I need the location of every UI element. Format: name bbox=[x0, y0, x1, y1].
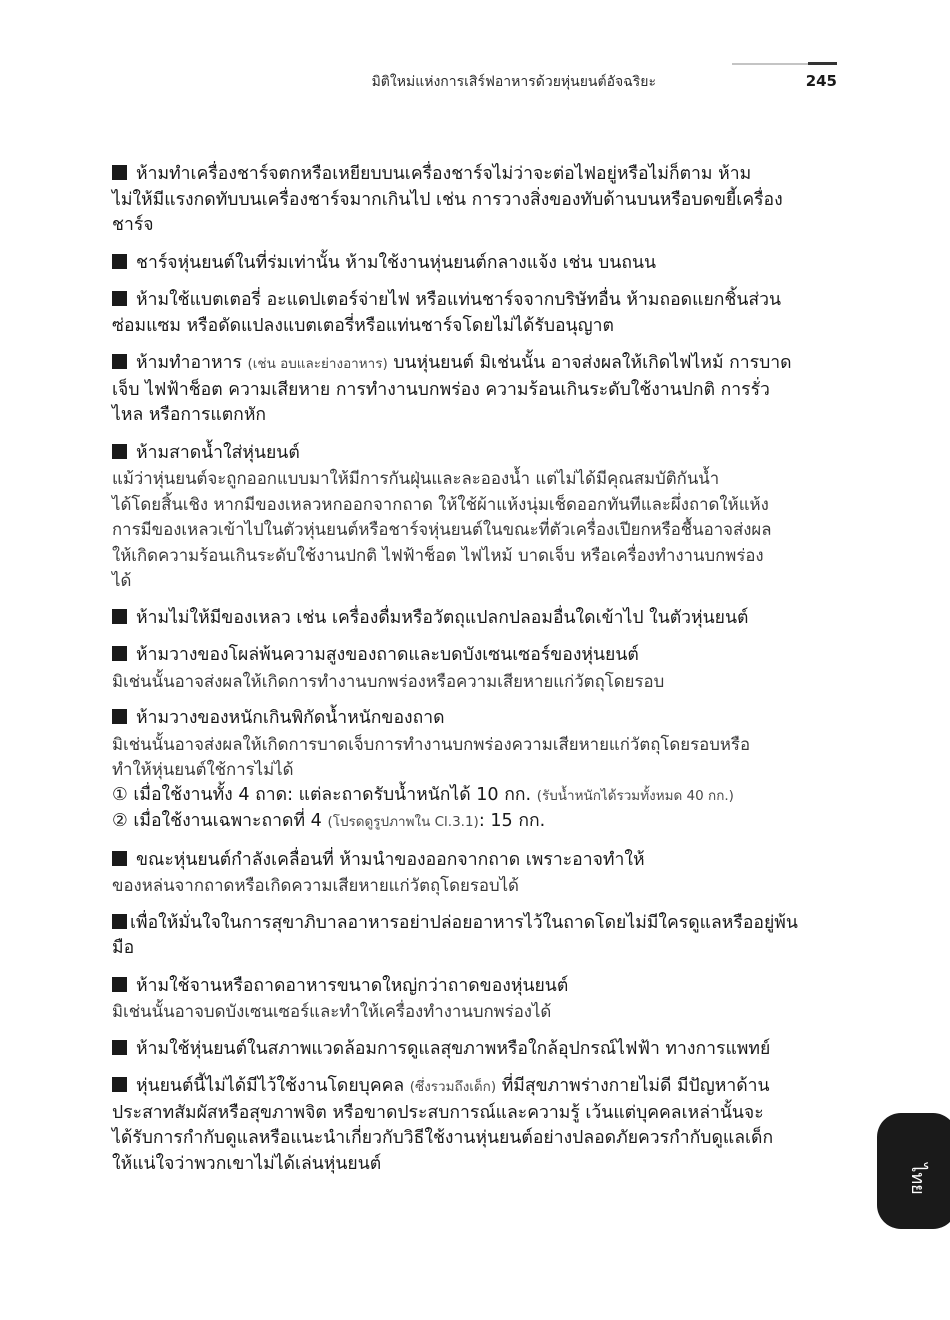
bullet-square-icon bbox=[112, 254, 127, 269]
warning-text: เจ็บ ไฟฟ้าช็อต ความเสียหาย การทำงานบกพร่อง ความร้อนเกินระดับใช้งานปกติ การรั่ว bbox=[112, 379, 770, 400]
warning-third-party-battery bbox=[112, 288, 838, 339]
warning-text: ห้ามใช้แบตเตอรี่ อะแดปเตอร์จ่ายไฟ หรือแท่นชาร์จจากบริษัทอื่น ห้ามถอดแยกชิ้นส่วน bbox=[136, 290, 782, 310]
bullet-square-icon bbox=[112, 646, 127, 661]
warning-vulnerable-users bbox=[112, 1074, 838, 1177]
safety-warning-list bbox=[112, 162, 838, 1189]
warning-description: มิเช่นนั้นอาจบดบังเซนเซอร์และทำให้เครื่องทำงานบกพร่องได้ bbox=[112, 1001, 552, 1021]
running-header-title: มิติใหม่แห่งการเสิร์ฟอาหารด้วยหุ่นยนต์อัจฉริยะ bbox=[371, 74, 656, 90]
warning-description: ได้โดยสิ้นเชิง หากมีของเหลวหกออกจากถาด ให้ใช้ผ้าแห้งนุ่มเช็ดออกทันทีและผึ่งถาดให้แห้ง bbox=[112, 493, 769, 514]
warning-text: ไหล หรือการแตกหัก bbox=[112, 405, 267, 425]
warning-tray-weight bbox=[112, 706, 838, 836]
warning-text: ห้ามไม่ให้มีของเหลว เช่น เครื่องดื่มหรือวัตถุแปลกปลอมอื่นใดเข้าไป ในตัวหุ่นยนต์ bbox=[136, 607, 749, 628]
warning-text: ที่มีสุขภาพร่างกายไม่ดี มีปัญหาด้าน bbox=[496, 1076, 770, 1096]
warning-text: ห้ามทำเครื่องชาร์จตกหรือเหยียบบนเครื่องชาร์จไม่ว่าจะต่อไฟอยู่หรือไม่ก็ตาม ห้าม bbox=[136, 164, 752, 184]
bullet-square-icon bbox=[112, 1040, 127, 1055]
bullet-square-icon bbox=[112, 1077, 127, 1092]
weight-limit-text: ② เมื่อใช้งานเฉพาะถาดที่ 4 bbox=[112, 811, 328, 831]
warning-no-liquid-inside bbox=[112, 606, 838, 632]
warning-text: ประสาทสัมผัสหรือสุขภาพจิต หรือขาดประสบการณ์และความรู้ เว้นแต่บุคคลเหล่านั้นจะ bbox=[112, 1102, 764, 1123]
warning-charge-indoors bbox=[112, 251, 838, 277]
weight-limit-note: (รับน้ำหนักได้รวมทั้งหมด 40 กก.) bbox=[536, 787, 734, 804]
weight-limit-note: (โปรดดูรูปภาพใน Cl.3.1) bbox=[327, 814, 479, 830]
warning-text: ซ่อมแซม หรือดัดแปลงแบตเตอรี่หรือแท่นชาร์จโดยไม่ได้รับอนุญาต bbox=[112, 315, 614, 336]
warning-no-water bbox=[112, 441, 838, 594]
bullet-square-icon bbox=[112, 977, 127, 992]
bullet-square-icon bbox=[112, 851, 127, 866]
warning-food-sanitation bbox=[112, 911, 838, 962]
warning-description: ทำให้หุ่นยนต์ใช้การไม่ได้ bbox=[112, 759, 294, 779]
warning-title: ห้ามวางของหนักเกินพิกัดน้ำหนักของถาด bbox=[136, 708, 445, 728]
warning-text: หุ่นยนต์นี้ไม่ได้มีไว้ใช้งานโดยบุคคล bbox=[136, 1076, 410, 1096]
bullet-square-icon bbox=[112, 444, 127, 459]
warning-tray-height bbox=[112, 643, 838, 694]
warning-title: ห้ามใช้จานหรือถาดอาหารขนาดใหญ่กว่าถาดของหุ่นยนต์ bbox=[136, 975, 569, 996]
warning-description: มิเช่นนั้นอาจส่งผลให้เกิดการทำงานบกพร่องหรือความเสียหายแก่วัตถุโดยรอบ bbox=[112, 670, 665, 691]
warning-text: ห้ามใช้หุ่นยนต์ในสภาพแวดล้อมการดูแลสุขภาพหรือใกล้อุปกรณ์ไฟฟ้า ทางการแพทย์ bbox=[136, 1038, 771, 1059]
warning-charger-drop bbox=[112, 162, 838, 239]
bullet-square-icon bbox=[112, 291, 127, 306]
warning-title: ห้ามสาดน้ำใส่หุ่นยนต์ bbox=[136, 442, 300, 463]
warning-text: ห้ามทำอาหาร bbox=[136, 353, 248, 373]
warning-text: ชาร์จ bbox=[112, 215, 154, 235]
warning-title: ขณะหุ่นยนต์กำลังเคลื่อนที่ ห้ามนำของออกจากถาด เพราะอาจทำให้ bbox=[136, 849, 645, 870]
warning-text: ไม่ให้มีแรงกดทับบนเครื่องชาร์จมากเกินไป เช่น การวางสิ่งของทับด้านบนหรือบดขยี้เครื่อง bbox=[112, 189, 783, 210]
bullet-square-icon bbox=[112, 709, 127, 724]
language-tab-label: ไทย bbox=[907, 1163, 928, 1195]
bullet-square-icon bbox=[112, 609, 127, 624]
warning-text: เพื่อให้มั่นใจในการสุขาภิบาลอาหารอย่าปล่อยอาหารไว้ในถาดโดยไม่มีใครดูแลหรืออยู่พ้น bbox=[130, 912, 798, 933]
warning-description: แม้ว่าหุ่นยนต์จะถูกออกแบบมาให้มีการกันฝุ่นและละอองน้ำ แต่ไม่ได้มีคุณสมบัติกันน้ำ bbox=[112, 468, 720, 488]
warning-description: ได้ bbox=[112, 570, 132, 590]
weight-limit-all-trays bbox=[112, 783, 838, 810]
warning-example-note: (เช่น อบและย่างอาหาร) bbox=[247, 356, 388, 372]
warning-medical-environment bbox=[112, 1037, 838, 1063]
weight-limit-value: : 15 กก. bbox=[478, 811, 546, 831]
bullet-square-icon bbox=[112, 165, 127, 180]
language-tab[interactable] bbox=[877, 1113, 950, 1229]
warning-text: ได้รับการกำกับดูแลหรือแนะนำเกี่ยวกับวิธีใช้งานหุ่นยนต์อย่างปลอดภัยควรกำกับดูแลเด็ก bbox=[112, 1128, 774, 1148]
page-number: 245 bbox=[805, 72, 837, 90]
weight-limit-tray-4 bbox=[112, 809, 838, 836]
warning-description: การมีของเหลวเข้าไปในตัวหุ่นยนต์หรือชาร์จหุ่นยนต์ในขณะที่ตัวเครื่องเปียกหรือชื้นอาจส่งผล bbox=[112, 519, 772, 539]
warning-text: บนหุ่นยนต์ มิเช่นนั้น อาจส่งผลให้เกิดไฟไหม้ การบาด bbox=[387, 353, 792, 373]
bullet-square-icon bbox=[112, 354, 127, 369]
header-rule-accent bbox=[808, 62, 837, 65]
warning-title: ห้ามวางของโผล่พ้นความสูงของถาดและบดบังเซนเซอร์ของหุ่นยนต์ bbox=[136, 645, 639, 665]
warning-example-note: (ซึ่งรวมถึงเด็ก) bbox=[409, 1079, 497, 1095]
weight-limit-text: ① เมื่อใช้งานทั้ง 4 ถาด: แต่ละถาดรับน้ำหนักได้ 10 กก. bbox=[112, 784, 537, 805]
warning-text: มือ bbox=[112, 938, 135, 958]
warning-oversized-plates bbox=[112, 974, 838, 1025]
bullet-square-icon bbox=[112, 914, 127, 929]
warning-description: ของหล่นจากถาดหรือเกิดความเสียหายแก่วัตถุโดยรอบได้ bbox=[112, 875, 519, 895]
warning-no-cooking bbox=[112, 351, 838, 429]
warning-text: ให้แน่ใจว่าพวกเขาไม่ได้เล่นหุ่นยนต์ bbox=[112, 1153, 382, 1174]
warning-moving-robot bbox=[112, 848, 838, 899]
warning-description: ให้เกิดความร้อนเกินระดับใช้งานปกติ ไฟฟ้าช็อต ไฟไหม้ บาดเจ็บ หรือเครื่องทำงานบกพร่อง bbox=[112, 544, 764, 565]
warning-text: ชาร์จหุ่นยนต์ในที่ร่มเท่านั้น ห้ามใช้งานหุ่นยนต์กลางแจ้ง เช่น บนถนน bbox=[136, 252, 657, 273]
warning-description: มิเช่นนั้นอาจส่งผลให้เกิดการบาดเจ็บการทำงานบกพร่องความเสียหายแก่วัตถุโดยรอบหรือ bbox=[112, 733, 751, 754]
